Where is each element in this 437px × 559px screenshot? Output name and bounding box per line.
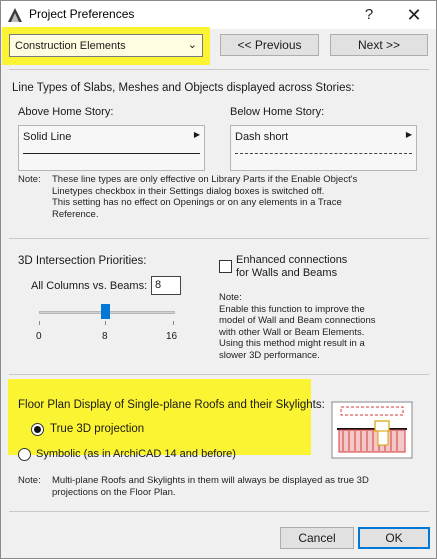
next-button[interactable]: Next >> [330,34,428,56]
intersection-heading: 3D Intersection Priorities: [18,255,147,267]
arrow-right-icon: ▶ [405,130,412,139]
priority-slider-handle[interactable] [101,304,110,319]
columns-vs-beams-label: All Columns vs. Beams: [31,280,148,292]
above-line-type-value: Solid Line [23,131,72,143]
separator [9,511,429,512]
cancel-button[interactable]: Cancel [280,527,354,549]
separator [9,374,429,375]
slider-max-label: 16 [166,331,178,342]
separator [9,238,429,239]
line-types-note: These line types are only effective on Library Parts if the Enable Object's Linetypes checkbox in their Settings dialog boxes is switched off. This setting has no effect on Openings or on any elements in a Trace Reference. [52,174,358,220]
roof-preview-icon [331,401,413,459]
radio-selected-dot [34,426,41,433]
below-home-story-label: Below Home Story: [230,106,325,118]
ok-button[interactable]: OK [358,527,430,549]
line-types-heading: Line Types of Slabs, Meshes and Objects displayed across Stories: [12,82,355,94]
slider-mid-label: 8 [102,331,108,342]
separator [9,69,429,70]
symbolic-radio[interactable] [18,448,31,461]
roofs-note-label: Note: [18,475,41,486]
roofs-note: Multi-plane Roofs and Skylights in them will always be displayed as true 3D projections on the Floor Plan. [52,475,369,498]
title-bar [1,1,436,29]
slider-tick [39,321,40,325]
above-line-type-selector[interactable] [18,125,205,171]
highlight-annotation-roofs [8,379,311,455]
solid-line-preview [23,153,200,154]
slider-tick [105,321,106,325]
category-dropdown[interactable] [9,34,203,57]
below-line-type-value: Dash short [235,131,289,143]
true-3d-projection-radio[interactable] [31,423,44,436]
arrow-right-icon: ▶ [193,130,200,139]
previous-button[interactable]: << Previous [220,34,319,56]
roofs-heading: Floor Plan Display of Single-plane Roofs and their Skylights: [18,399,325,411]
intersection-note: Note: Enable this function to improve the model of Wall and Beam connections with other Wall or Beam Elements. Using this method might result in a slower 3D performance. [219,292,376,361]
chevron-down-icon: ⌄ [187,39,197,51]
close-button[interactable]: ✕ [406,5,422,25]
line-types-note-label: Note: [18,174,41,185]
enhanced-connections-label: Enhanced connections for Walls and Beams [236,254,348,279]
archicad-app-icon [7,7,23,23]
window-title: Project Preferences [29,7,135,21]
true-3d-projection-label: True 3D projection [50,423,145,435]
dash-line-preview [235,153,412,154]
symbolic-label: Symbolic (as in ArchiCAD 14 and before) [36,448,236,460]
above-home-story-label: Above Home Story: [18,106,114,118]
enhanced-connections-checkbox[interactable] [219,260,232,273]
below-line-type-selector[interactable] [230,125,417,171]
slider-tick [173,321,174,325]
help-button[interactable]: ? [364,6,374,23]
slider-min-label: 0 [36,331,42,342]
category-dropdown-value: Construction Elements [15,40,126,52]
columns-vs-beams-input[interactable]: 8 [151,276,181,295]
